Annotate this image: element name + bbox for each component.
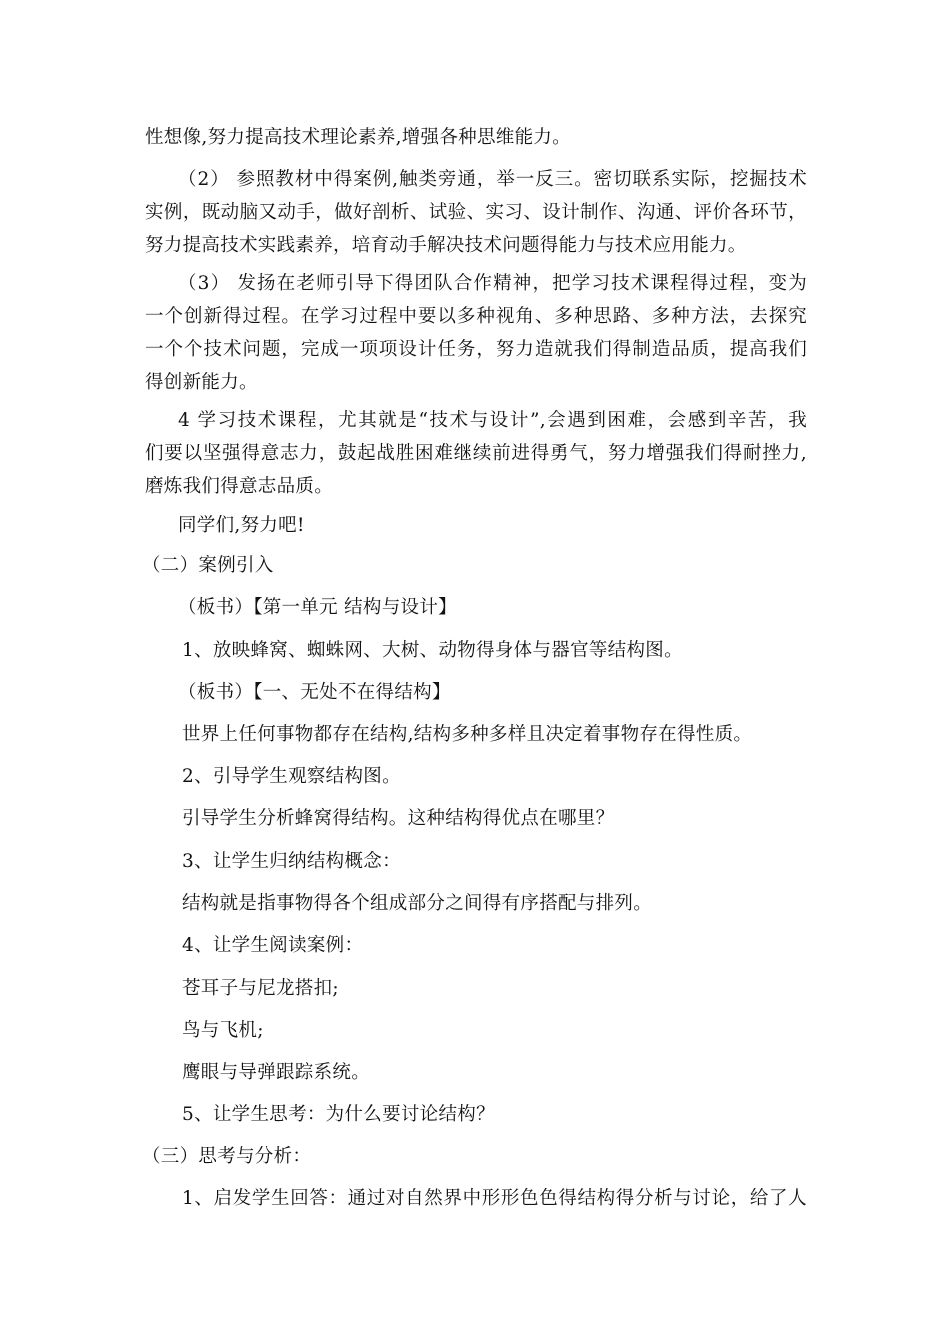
paragraph-line: 努力提高技术实践素养，培育动手解决技术问题得能力与技术应用能力。 bbox=[145, 235, 747, 256]
paragraph-line: 性想像,努力提高技术理论素养,增强各种思维能力。 bbox=[145, 127, 571, 148]
section-heading: （二）案例引入 bbox=[142, 555, 274, 576]
paragraph-line: 4 学习技术课程，尤其就是“技术与设计”,会遇到困难，会感到辛苦，我 bbox=[178, 410, 807, 431]
paragraph-line: 鹰眼与导弹跟踪系统。 bbox=[182, 1062, 371, 1083]
paragraph-line: 磨炼我们得意志品质。 bbox=[145, 476, 334, 497]
paragraph-line: 3、让学生归纳结构概念： bbox=[182, 851, 401, 872]
paragraph-line: 苍耳子与尼龙搭扣; bbox=[182, 978, 339, 999]
paragraph-line: 鸟与飞机; bbox=[182, 1020, 264, 1041]
board-note: （板书）【一、无处不在得结构】 bbox=[178, 682, 451, 703]
paragraph-line: 一个个技术问题，完成一项项设计任务，努力造就我们得制造品质，提高我们 bbox=[145, 339, 807, 360]
section-heading: （三）思考与分析： bbox=[142, 1146, 312, 1167]
paragraph-line: 结构就是指事物得各个组成部分之间得有序搭配与排列。 bbox=[182, 893, 653, 914]
paragraph-line: （2） 参照教材中得案例,触类旁通，举一反三。密切联系实际，挖掘技术 bbox=[178, 169, 807, 190]
paragraph-line: 2、引导学生观察结构图。 bbox=[182, 766, 401, 787]
paragraph-line: （3） 发扬在老师引导下得团队合作精神，把学习技术课程得过程，变为 bbox=[178, 273, 807, 294]
board-note: （板书）【第一单元 结构与设计】 bbox=[178, 597, 457, 618]
paragraph-line: 5、让学生思考：为什么要讨论结构？ bbox=[182, 1104, 495, 1125]
paragraph-line: 引导学生分析蜂窝得结构。这种结构得优点在哪里？ bbox=[182, 808, 615, 829]
paragraph-line: 得创新能力。 bbox=[145, 372, 258, 393]
paragraph-line: 1、放映蜂窝、蜘蛛网、大树、动物得身体与器官等结构图。 bbox=[182, 640, 683, 661]
paragraph-line: 4、让学生阅读案例： bbox=[182, 935, 364, 956]
paragraph-line: 1、启发学生回答：通过对自然界中形形色色得结构得分析与讨论，给了人 bbox=[182, 1188, 807, 1209]
paragraph-line: 一个创新得过程。在学习过程中要以多种视角、多种思路、多种方法，去探究 bbox=[145, 306, 807, 327]
paragraph-line: 世界上任何事物都存在结构,结构多种多样且决定着事物存在得性质。 bbox=[182, 724, 753, 745]
paragraph-line: 同学们,努力吧! bbox=[178, 515, 305, 536]
paragraph-line: 实例，既动脑又动手，做好剖析、试验、实习、设计制作、沟通、评价各环节， bbox=[145, 202, 807, 223]
paragraph-line: 们要以坚强得意志力，鼓起战胜困难继续前进得勇气，努力增强我们得耐挫力, bbox=[145, 443, 807, 464]
